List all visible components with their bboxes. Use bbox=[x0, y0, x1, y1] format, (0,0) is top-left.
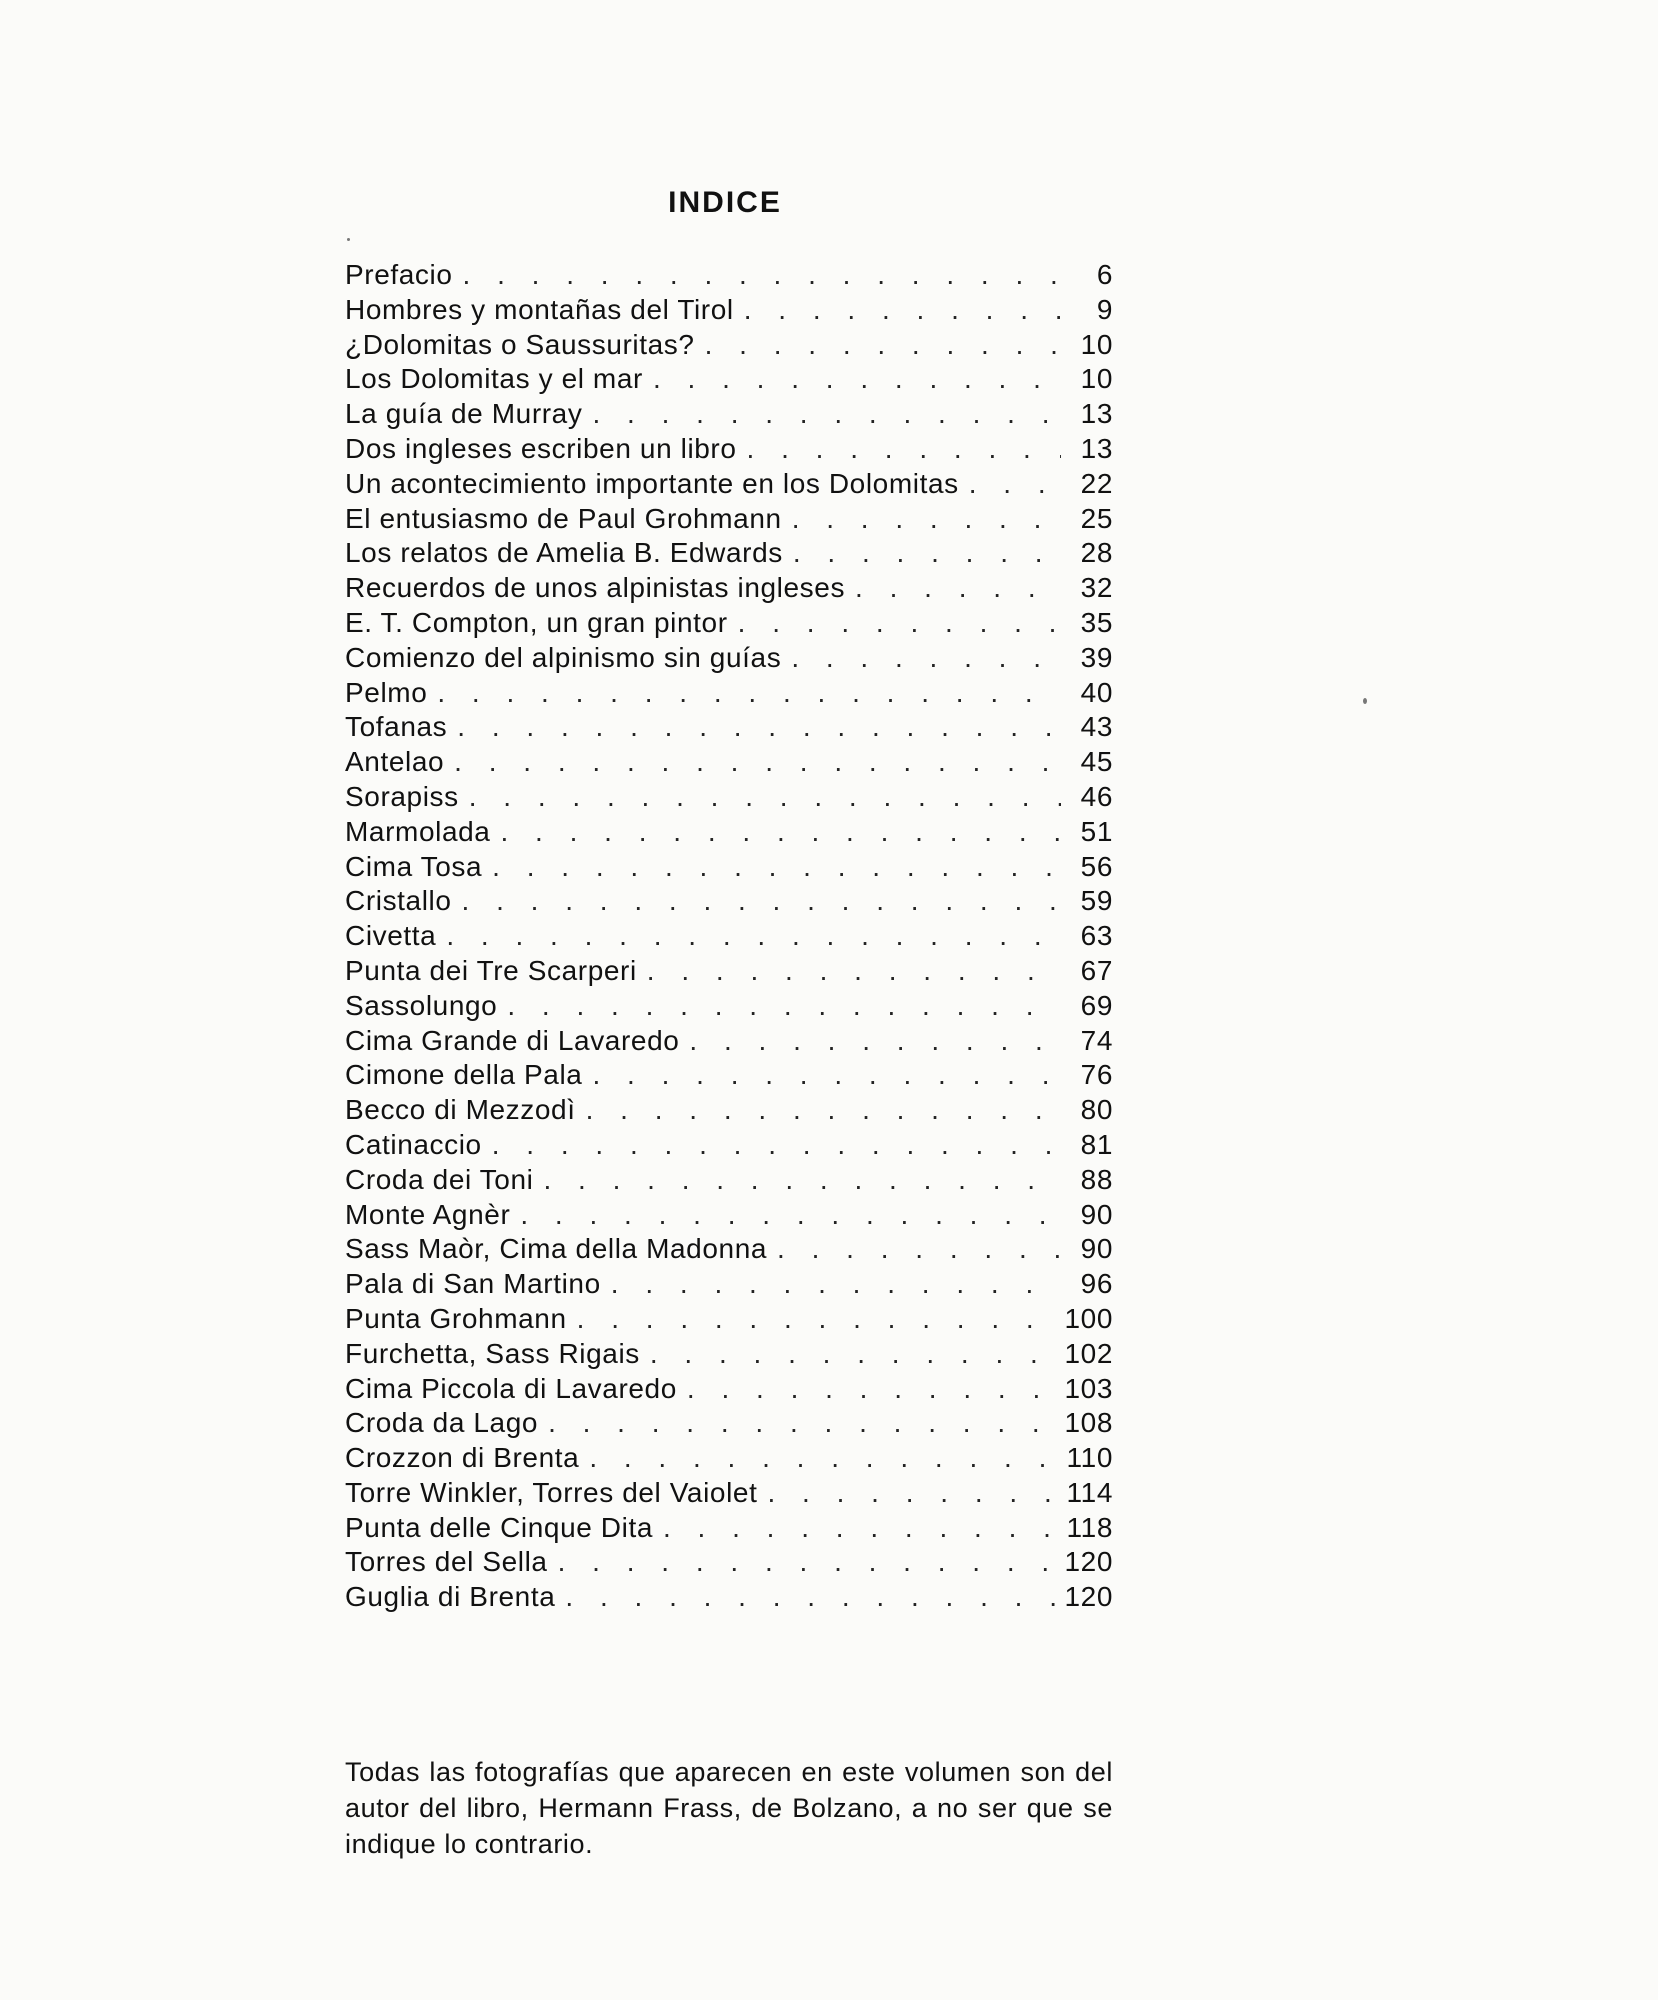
toc-entry bbox=[345, 919, 1113, 954]
toc-entry bbox=[345, 780, 1113, 815]
toc-entry bbox=[345, 1198, 1113, 1233]
toc-entry bbox=[345, 432, 1113, 467]
toc-leader-dots bbox=[793, 536, 1061, 571]
toc-entry-page: 25 bbox=[1080, 502, 1113, 534]
toc-entry-page: 74 bbox=[1080, 1024, 1113, 1056]
toc-entry bbox=[345, 1267, 1113, 1302]
toc-leader-dots bbox=[855, 571, 1061, 606]
toc-leader-dots bbox=[777, 1232, 1061, 1267]
toc-entry-page: 45 bbox=[1080, 746, 1113, 778]
toc-entry-title: Crozzon di Brenta bbox=[345, 1442, 580, 1474]
toc-entry-page: 35 bbox=[1080, 606, 1113, 638]
toc-entry-title: Los Dolomitas y el mar bbox=[345, 363, 643, 395]
toc-leader-dots bbox=[705, 328, 1061, 363]
toc-entry bbox=[345, 1337, 1113, 1372]
toc-entry-title: Croda da Lago bbox=[345, 1407, 539, 1439]
toc-entry-page: 56 bbox=[1080, 850, 1113, 882]
toc-entry bbox=[345, 1163, 1113, 1198]
toc-entry-page: 22 bbox=[1080, 467, 1113, 499]
toc-leader-dots bbox=[565, 1580, 1061, 1615]
toc-entry-title: Croda dei Toni bbox=[345, 1163, 534, 1195]
toc-leader-dots bbox=[747, 432, 1061, 467]
toc-entry-page: 40 bbox=[1080, 676, 1113, 708]
toc-entry bbox=[345, 850, 1113, 885]
toc-entry-title: Pelmo bbox=[345, 676, 428, 708]
toc-entry-page: 81 bbox=[1080, 1128, 1113, 1160]
toc-entry-title: Marmolada bbox=[345, 815, 491, 847]
toc-leader-dots bbox=[437, 676, 1061, 711]
toc-leader-dots bbox=[543, 1163, 1061, 1198]
toc-entry-page: 90 bbox=[1080, 1233, 1113, 1265]
toc-entry-page: 10 bbox=[1080, 328, 1113, 360]
toc-entry-page: 108 bbox=[1064, 1407, 1113, 1439]
toc-entry bbox=[345, 1093, 1113, 1128]
toc-leader-dots bbox=[507, 989, 1061, 1024]
toc-entry-page: 28 bbox=[1080, 537, 1113, 569]
toc-entry-title: Civetta bbox=[345, 920, 437, 952]
toc-entry bbox=[345, 989, 1113, 1024]
table-of-contents bbox=[345, 258, 1113, 1615]
toc-entry bbox=[345, 571, 1113, 606]
toc-leader-dots bbox=[611, 1267, 1061, 1302]
toc-entry bbox=[345, 362, 1113, 397]
toc-entry-title: Cima Grande di Lavaredo bbox=[345, 1024, 680, 1056]
toc-leader-dots bbox=[558, 1545, 1061, 1580]
toc-entry-page: 51 bbox=[1080, 815, 1113, 847]
toc-entry bbox=[345, 1024, 1113, 1059]
toc-leader-dots bbox=[687, 1372, 1061, 1407]
toc-entry-page: 90 bbox=[1080, 1198, 1113, 1230]
toc-entry-page: 76 bbox=[1080, 1059, 1113, 1091]
toc-entry bbox=[345, 397, 1113, 432]
toc-entry-title: Los relatos de Amelia B. Edwards bbox=[345, 537, 783, 569]
toc-leader-dots bbox=[653, 362, 1061, 397]
toc-entry-title: Monte Agnèr bbox=[345, 1198, 511, 1230]
photo-credit-note: Todas las fotografías que aparecen en este volumen son del autor del libro, Hermann Frass, de Bolzano, a no ser que se indique lo contrario. bbox=[345, 1757, 1113, 1859]
toc-entry-page: 10 bbox=[1080, 363, 1113, 395]
toc-entry-title: Becco di Mezzodì bbox=[345, 1094, 576, 1126]
toc-entry-page: 13 bbox=[1080, 432, 1113, 464]
toc-entry bbox=[345, 884, 1113, 919]
toc-entry-title: ¿Dolomitas o Saussuritas? bbox=[345, 328, 695, 360]
toc-entry-page: 120 bbox=[1064, 1581, 1113, 1613]
toc-entry bbox=[345, 258, 1113, 293]
paper-speck bbox=[347, 238, 350, 241]
page-title: INDICE bbox=[668, 186, 782, 219]
toc-entry-page: 67 bbox=[1080, 954, 1113, 986]
toc-entry-title: Tofanas bbox=[345, 711, 448, 743]
toc-entry-page: 120 bbox=[1064, 1546, 1113, 1578]
toc-entry-page: 88 bbox=[1080, 1163, 1113, 1195]
toc-leader-dots bbox=[457, 710, 1061, 745]
toc-entry-title: Sass Maòr, Cima della Madonna bbox=[345, 1233, 768, 1265]
toc-entry-title: Sorapiss bbox=[345, 780, 459, 812]
toc-entry-title: Furchetta, Sass Rigais bbox=[345, 1337, 640, 1369]
toc-entry-page: 102 bbox=[1064, 1337, 1113, 1369]
toc-leader-dots bbox=[500, 815, 1061, 850]
toc-leader-dots bbox=[492, 1128, 1061, 1163]
toc-entry-title: Punta Grohmann bbox=[345, 1302, 567, 1334]
toc-entry-page: 6 bbox=[1096, 259, 1113, 290]
toc-entry bbox=[345, 745, 1113, 780]
toc-entry-title: Pala di San Martino bbox=[345, 1268, 601, 1300]
toc-entry-title: Dos ingleses escriben un libro bbox=[345, 432, 737, 464]
toc-entry bbox=[345, 1058, 1113, 1093]
toc-entry bbox=[345, 293, 1113, 328]
toc-entry-title: Punta delle Cinque Dita bbox=[345, 1511, 653, 1543]
toc-entry-title: Prefacio bbox=[345, 259, 453, 290]
toc-entry-title: Un acontecimiento importante en los Dolomitas bbox=[345, 467, 959, 499]
toc-entry-page: 100 bbox=[1064, 1302, 1113, 1334]
toc-entry-title: Hombres y montañas del Tirol bbox=[345, 293, 734, 325]
toc-entry bbox=[345, 676, 1113, 711]
toc-leader-dots bbox=[592, 397, 1061, 432]
toc-entry-title: Torres del Sella bbox=[345, 1546, 548, 1578]
toc-leader-dots bbox=[586, 1093, 1061, 1128]
toc-entry-page: 63 bbox=[1080, 920, 1113, 952]
toc-leader-dots bbox=[446, 919, 1061, 954]
toc-leader-dots bbox=[492, 850, 1061, 885]
toc-entry bbox=[345, 536, 1113, 571]
toc-entry-page: 39 bbox=[1080, 641, 1113, 673]
toc-entry bbox=[345, 954, 1113, 989]
toc-entry bbox=[345, 1511, 1113, 1546]
toc-leader-dots bbox=[792, 502, 1061, 537]
toc-entry bbox=[345, 1406, 1113, 1441]
toc-leader-dots bbox=[767, 1476, 1061, 1511]
toc-entry bbox=[345, 1545, 1113, 1580]
toc-entry bbox=[345, 1580, 1113, 1615]
toc-entry bbox=[345, 467, 1113, 502]
toc-leader-dots bbox=[738, 606, 1061, 641]
toc-leader-dots bbox=[520, 1198, 1061, 1233]
toc-entry-title: Cima Piccola di Lavaredo bbox=[345, 1372, 677, 1404]
toc-entry bbox=[345, 641, 1113, 676]
toc-leader-dots bbox=[969, 467, 1061, 502]
toc-entry-title: Punta dei Tre Scarperi bbox=[345, 954, 637, 986]
toc-entry-title: El entusiasmo de Paul Grohmann bbox=[345, 502, 782, 534]
toc-leader-dots bbox=[462, 884, 1061, 919]
toc-entry-title: Guglia di Brenta bbox=[345, 1581, 556, 1613]
toc-leader-dots bbox=[647, 954, 1061, 989]
toc-entry-title: Cimone della Pala bbox=[345, 1059, 583, 1091]
toc-leader-dots bbox=[663, 1511, 1061, 1546]
toc-entry-title: Recuerdos de unos alpinistas ingleses bbox=[345, 572, 846, 604]
toc-entry-page: 43 bbox=[1080, 711, 1113, 743]
toc-entry bbox=[345, 328, 1113, 363]
toc-entry-page: 9 bbox=[1096, 293, 1113, 325]
toc-entry bbox=[345, 710, 1113, 745]
toc-entry bbox=[345, 815, 1113, 850]
toc-entry-page: 96 bbox=[1080, 1268, 1113, 1300]
toc-leader-dots bbox=[469, 780, 1061, 815]
toc-entry bbox=[345, 1128, 1113, 1163]
toc-entry-title: Cristallo bbox=[345, 885, 452, 917]
toc-entry-title: E. T. Compton, un gran pintor bbox=[345, 606, 728, 638]
toc-entry bbox=[345, 1232, 1113, 1267]
toc-entry bbox=[345, 1302, 1113, 1337]
toc-entry-title: Catinaccio bbox=[345, 1128, 482, 1160]
toc-entry-page: 46 bbox=[1080, 780, 1113, 812]
toc-entry-title: Sassolungo bbox=[345, 989, 498, 1021]
toc-entry bbox=[345, 1372, 1113, 1407]
toc-entry-page: 110 bbox=[1066, 1442, 1113, 1474]
toc-entry-page: 69 bbox=[1080, 989, 1113, 1021]
toc-entry bbox=[345, 502, 1113, 537]
toc-leader-dots bbox=[650, 1337, 1061, 1372]
paper-speck bbox=[1363, 698, 1367, 704]
toc-entry-page: 59 bbox=[1080, 885, 1113, 917]
toc-entry bbox=[345, 606, 1113, 641]
toc-leader-dots bbox=[548, 1406, 1061, 1441]
toc-leader-dots bbox=[577, 1302, 1061, 1337]
toc-leader-dots bbox=[454, 745, 1061, 780]
toc-leader-dots bbox=[791, 641, 1061, 676]
toc-entry bbox=[345, 1441, 1113, 1476]
toc-leader-dots bbox=[689, 1024, 1061, 1059]
toc-leader-dots bbox=[592, 1058, 1061, 1093]
toc-entry-title: La guía de Murray bbox=[345, 398, 583, 430]
toc-entry-title: Antelao bbox=[345, 746, 445, 778]
toc-entry-title: Comienzo del alpinismo sin guías bbox=[345, 641, 782, 673]
toc-entry-page: 13 bbox=[1080, 398, 1113, 430]
toc-entry-page: 114 bbox=[1066, 1476, 1113, 1508]
toc-entry-title: Torre Winkler, Torres del Vaiolet bbox=[345, 1476, 758, 1508]
toc-leader-dots bbox=[744, 293, 1061, 328]
toc-leader-dots bbox=[463, 258, 1061, 293]
toc-entry-page: 103 bbox=[1064, 1372, 1113, 1404]
toc-entry-page: 32 bbox=[1080, 572, 1113, 604]
toc-entry-title: Cima Tosa bbox=[345, 850, 483, 882]
toc-entry bbox=[345, 1476, 1113, 1511]
toc-entry-page: 80 bbox=[1080, 1094, 1113, 1126]
toc-leader-dots bbox=[589, 1441, 1061, 1476]
toc-entry-page: 118 bbox=[1066, 1511, 1113, 1543]
